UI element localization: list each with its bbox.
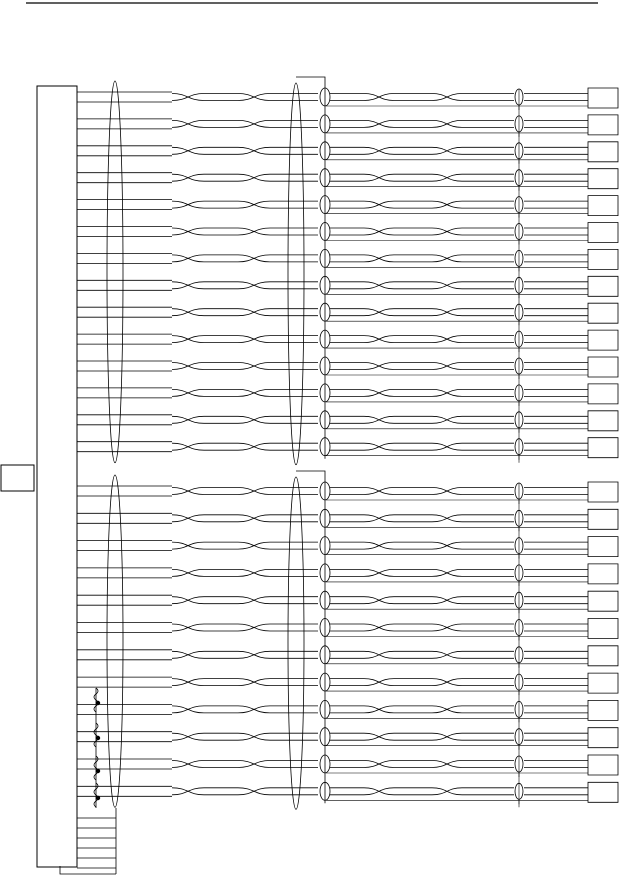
lower-pair-1-twist	[238, 488, 270, 495]
upper-pair-14-twist	[172, 443, 204, 450]
upper-pair-12-twist	[238, 389, 270, 396]
lower-terminal-1	[588, 482, 618, 502]
lower-pair-8-twist	[238, 679, 270, 686]
lower-pair-5-twist	[364, 597, 394, 604]
lower-pair-3-twist	[364, 542, 394, 549]
upper-pair-8-twist	[432, 282, 462, 289]
lower-terminal-6	[588, 619, 618, 639]
upper-pair-2-twist	[238, 120, 270, 127]
lower-pair-8-twist	[172, 679, 204, 686]
lower-terminal-5	[588, 591, 618, 611]
lower-terminal-11	[588, 755, 618, 775]
upper-pair-9-twist	[238, 309, 270, 316]
lower-pair-5-twist	[432, 597, 462, 604]
lower-terminal-12	[588, 782, 618, 802]
lower-pair-1-twist	[432, 488, 462, 495]
side-connector-box	[1, 465, 34, 491]
upper-pair-2-twist	[364, 120, 394, 127]
upper-pair-13-twist	[172, 416, 204, 423]
lower-pair-12-twist	[432, 788, 462, 795]
upper-pair-6-twist	[172, 228, 204, 235]
upper-pair-3-twist	[364, 147, 394, 154]
lower-pair-9-twist	[172, 706, 204, 713]
upper-pair-5-twist	[238, 201, 270, 208]
lower-pair-9-twist	[364, 706, 394, 713]
lower-pair-11-twist	[364, 761, 394, 768]
upper-pair-9-twist	[172, 309, 204, 316]
lower-pair-8-twist	[432, 679, 462, 686]
lower-pair-12-twist	[364, 788, 394, 795]
upper-terminal-12	[588, 384, 618, 404]
lower-pair-3-twist	[432, 542, 462, 549]
left-connector-block	[37, 86, 77, 867]
upper-terminal-2	[588, 115, 618, 135]
upper-pair-7-twist	[172, 255, 204, 262]
lower-pair-6-twist	[238, 624, 270, 631]
upper-pair-1-twist	[432, 94, 462, 101]
upper-terminal-10	[588, 330, 618, 350]
lower-terminal-2	[588, 509, 618, 529]
lower-pair-10-twist	[364, 733, 394, 740]
lower-pair-10-twist	[238, 733, 270, 740]
upper-terminal-9	[588, 303, 618, 323]
lower-pair-6-twist	[364, 624, 394, 631]
choke-node-4	[96, 796, 100, 800]
lower-terminal-4	[588, 564, 618, 584]
upper-pair-12-twist	[364, 389, 394, 396]
lower-pair-11-twist	[172, 761, 204, 768]
upper-pair-8-twist	[172, 282, 204, 289]
lower-pair-10-twist	[432, 733, 462, 740]
lower-pair-9-twist	[432, 706, 462, 713]
upper-pair-10-twist	[172, 336, 204, 343]
upper-terminal-13	[588, 411, 618, 431]
upper-pair-6-twist	[432, 228, 462, 235]
lower-pair-1-twist	[172, 488, 204, 495]
lower-pair-11-twist	[238, 761, 270, 768]
upper-terminal-4	[588, 169, 618, 189]
upper-pair-2-twist	[432, 120, 462, 127]
choke-node-1	[96, 701, 100, 705]
upper-pair-11-twist	[238, 363, 270, 370]
lower-pair-4-twist	[432, 569, 462, 576]
lower-terminal-3	[588, 537, 618, 557]
upper-pair-7-twist	[364, 255, 394, 262]
upper-pair-14-twist	[238, 443, 270, 450]
upper-pair-13-twist	[364, 416, 394, 423]
upper-pair-4-twist	[432, 174, 462, 181]
lower-pair-7-twist	[238, 651, 270, 658]
lower-pair-10-twist	[172, 733, 204, 740]
upper-pair-4-twist	[238, 174, 270, 181]
lower-pair-2-twist	[172, 515, 204, 522]
upper-pair-8-twist	[364, 282, 394, 289]
upper-terminal-6	[588, 223, 618, 243]
lower-pair-5-twist	[172, 597, 204, 604]
upper-pair-9-twist	[432, 309, 462, 316]
lower-terminal-8	[588, 673, 618, 693]
upper-pair-7-twist	[432, 255, 462, 262]
upper-pair-11-twist	[364, 363, 394, 370]
lower-pair-11-twist	[432, 761, 462, 768]
lower-pair-4-twist	[172, 569, 204, 576]
upper-pair-13-twist	[238, 416, 270, 423]
lower-pair-7-twist	[172, 651, 204, 658]
upper-pair-12-twist	[172, 389, 204, 396]
upper-pair-1-twist	[238, 94, 270, 101]
lower-pair-12-twist	[238, 788, 270, 795]
lower-pair-1-twist	[364, 488, 394, 495]
upper-pair-10-twist	[432, 336, 462, 343]
choke-node-2	[96, 736, 100, 740]
upper-pair-2-twist	[172, 120, 204, 127]
upper-pair-9-twist	[364, 309, 394, 316]
upper-pair-8-twist	[238, 282, 270, 289]
lower-pair-3-twist	[172, 542, 204, 549]
upper-pair-5-twist	[172, 201, 204, 208]
upper-pair-3-twist	[432, 147, 462, 154]
upper-shield-tie	[296, 77, 325, 89]
lower-pair-9-twist	[238, 706, 270, 713]
upper-terminal-8	[588, 276, 618, 296]
lower-shield-left	[107, 475, 123, 807]
lower-terminal-10	[588, 728, 618, 748]
upper-pair-14-twist	[364, 443, 394, 450]
upper-pair-3-twist	[238, 147, 270, 154]
choke-node-3	[96, 769, 100, 773]
upper-pair-6-twist	[364, 228, 394, 235]
lower-terminal-9	[588, 700, 618, 720]
lower-pair-12-twist	[172, 788, 204, 795]
upper-terminal-3	[588, 142, 618, 162]
upper-pair-10-twist	[238, 336, 270, 343]
upper-pair-6-twist	[238, 228, 270, 235]
wire-layer	[60, 77, 618, 874]
lower-pair-7-twist	[432, 651, 462, 658]
upper-pair-1-twist	[364, 94, 394, 101]
upper-terminal-14	[588, 438, 618, 458]
upper-terminal-11	[588, 357, 618, 377]
lower-shield-right	[288, 477, 304, 809]
upper-pair-3-twist	[172, 147, 204, 154]
lower-pair-5-twist	[238, 597, 270, 604]
upper-terminal-5	[588, 196, 618, 216]
upper-pair-11-twist	[432, 363, 462, 370]
upper-pair-4-twist	[364, 174, 394, 181]
upper-pair-4-twist	[172, 174, 204, 181]
upper-pair-13-twist	[432, 416, 462, 423]
upper-terminal-1	[588, 88, 618, 108]
upper-pair-14-twist	[432, 443, 462, 450]
lower-pair-2-twist	[238, 515, 270, 522]
lower-pair-2-twist	[432, 515, 462, 522]
lower-pair-7-twist	[364, 651, 394, 658]
lower-pair-6-twist	[432, 624, 462, 631]
lower-terminal-7	[588, 646, 618, 666]
lower-pair-4-twist	[238, 569, 270, 576]
upper-terminal-7	[588, 249, 618, 269]
upper-pair-11-twist	[172, 363, 204, 370]
upper-pair-1-twist	[172, 94, 204, 101]
lower-pair-8-twist	[364, 679, 394, 686]
lower-pair-6-twist	[172, 624, 204, 631]
upper-shield-left	[107, 81, 123, 463]
upper-pair-10-twist	[364, 336, 394, 343]
upper-pair-12-twist	[432, 389, 462, 396]
upper-pair-5-twist	[432, 201, 462, 208]
lower-pair-3-twist	[238, 542, 270, 549]
lower-pair-4-twist	[364, 569, 394, 576]
upper-pair-5-twist	[364, 201, 394, 208]
lower-pair-2-twist	[364, 515, 394, 522]
upper-pair-7-twist	[238, 255, 270, 262]
upper-shield-right	[288, 83, 304, 465]
lower-shield-tie	[296, 471, 325, 483]
